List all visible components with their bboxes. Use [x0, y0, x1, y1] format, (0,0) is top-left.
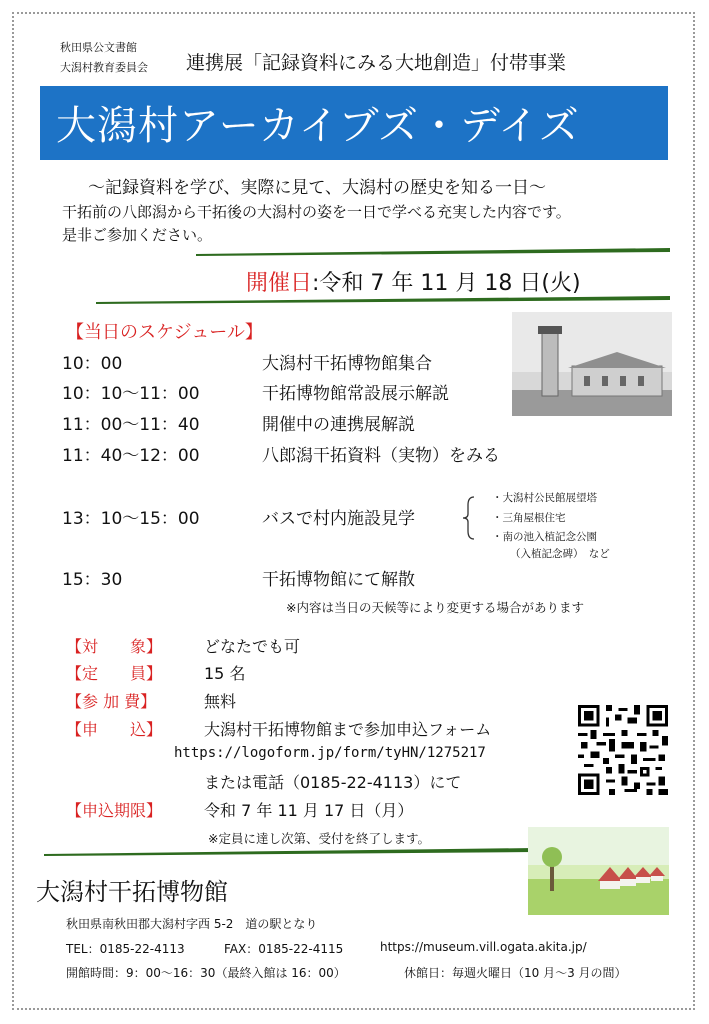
detail-value-apply: 大潟村干拓博物館まで参加申込フォーム [204, 720, 492, 739]
museum-closed-days: 休館日：毎週火曜日（10 月～3 月の間） [404, 966, 627, 980]
deadline-label: 【申込期限】 [66, 801, 163, 820]
divider-bottom [44, 848, 534, 856]
subtitle: 連携展「記録資料にみる大地創造」付帯事業 [186, 52, 567, 74]
capacity-note: ※定員に達し次第、受付を終了します。 [208, 831, 430, 846]
detail-label-capacity: 【定 員】 [66, 664, 163, 683]
tour-spot-3: ・南の池入植記念公園 [492, 531, 597, 543]
schedule-event-2: 干拓博物館常設展示解説 [262, 384, 449, 404]
apply-form-url[interactable]: https://logoform.jp/form/tyHN/1275217 [174, 745, 486, 761]
divider-top [196, 248, 670, 256]
schedule-time-4: 11：40～12：00 [62, 446, 200, 466]
organizer-board: 大潟村教育委員会 [60, 61, 148, 74]
brace-icon [462, 495, 476, 541]
divider-mid [96, 296, 670, 304]
apply-phone: または電話（0185-22-4113）にて [204, 773, 462, 792]
tour-spot-2: ・三角屋根住宅 [492, 512, 566, 524]
museum-hours: 開館時間：9：00～16：30（最終入館は 16：00） [66, 966, 346, 980]
schedule-time-3: 11：00～11：40 [62, 415, 200, 435]
museum-url[interactable]: https://museum.vill.ogata.akita.jp/ [380, 940, 587, 954]
detail-value-target: どなたでも可 [204, 637, 301, 656]
intro-line-1: 干拓前の八郎潟から干拓後の大潟村の姿を一日で学べる充実した内容です。 [62, 203, 571, 221]
deadline-value: 令和 7 年 11 月 17 日（月） [204, 801, 414, 820]
detail-label-fee: 【参 加 費】 [66, 692, 157, 711]
schedule-note: ※内容は当日の天候等により変更する場合があります [286, 600, 584, 615]
schedule-time-1: 10：00 [62, 354, 123, 374]
schedule-time-6: 15：30 [62, 570, 123, 590]
schedule-event-5: バスで村内施設見学 [262, 509, 415, 529]
schedule-time-2: 10：10～11：00 [62, 384, 200, 404]
page-title: 大潟村アーカイブズ・デイズ [56, 103, 580, 149]
event-date [246, 266, 581, 297]
tour-spot-1: ・大潟村公民館展望塔 [492, 492, 597, 504]
museum-name: 大潟村干拓博物館 [36, 878, 228, 906]
schedule-heading: 【当日のスケジュール】 [66, 322, 263, 343]
museum-photo [512, 312, 672, 416]
qr-code-icon[interactable] [578, 705, 668, 795]
date-colon: : [312, 271, 320, 296]
museum-tel: TEL：0185-22-4113 [66, 942, 185, 956]
intro-line-2: 是非ご参加ください。 [62, 226, 213, 244]
organizer-archives: 秋田県公文書館 [60, 41, 137, 54]
museum-address: 秋田県南秋田郡大潟村字西 5-2 道の駅となり [66, 917, 318, 931]
detail-label-target: 【対 象】 [66, 637, 163, 656]
schedule-time-5: 13：10～15：00 [62, 509, 200, 529]
tagline: ～記録資料を学び、実際に見て、大潟村の歴史を知る一日～ [88, 178, 546, 198]
schedule-event-4: 八郎潟干拓資料（実物）をみる [262, 446, 500, 466]
detail-value-capacity: 15 名 [204, 664, 246, 683]
detail-label-apply: 【申 込】 [66, 720, 163, 739]
schedule-event-6: 干拓博物館にて解散 [262, 570, 415, 590]
date-value: 令和 7 年 11 月 18 日(火) [319, 271, 581, 296]
schedule-event-3: 開催中の連携展解説 [262, 415, 415, 435]
museum-fax: FAX：0185-22-4115 [224, 942, 344, 956]
tour-spot-4: （入植記念碑） など [510, 548, 610, 560]
detail-value-fee: 無料 [204, 692, 237, 711]
houses-photo [528, 827, 669, 915]
date-label: 開催日 [246, 271, 313, 296]
schedule-event-1: 大潟村干拓博物館集合 [262, 354, 432, 374]
